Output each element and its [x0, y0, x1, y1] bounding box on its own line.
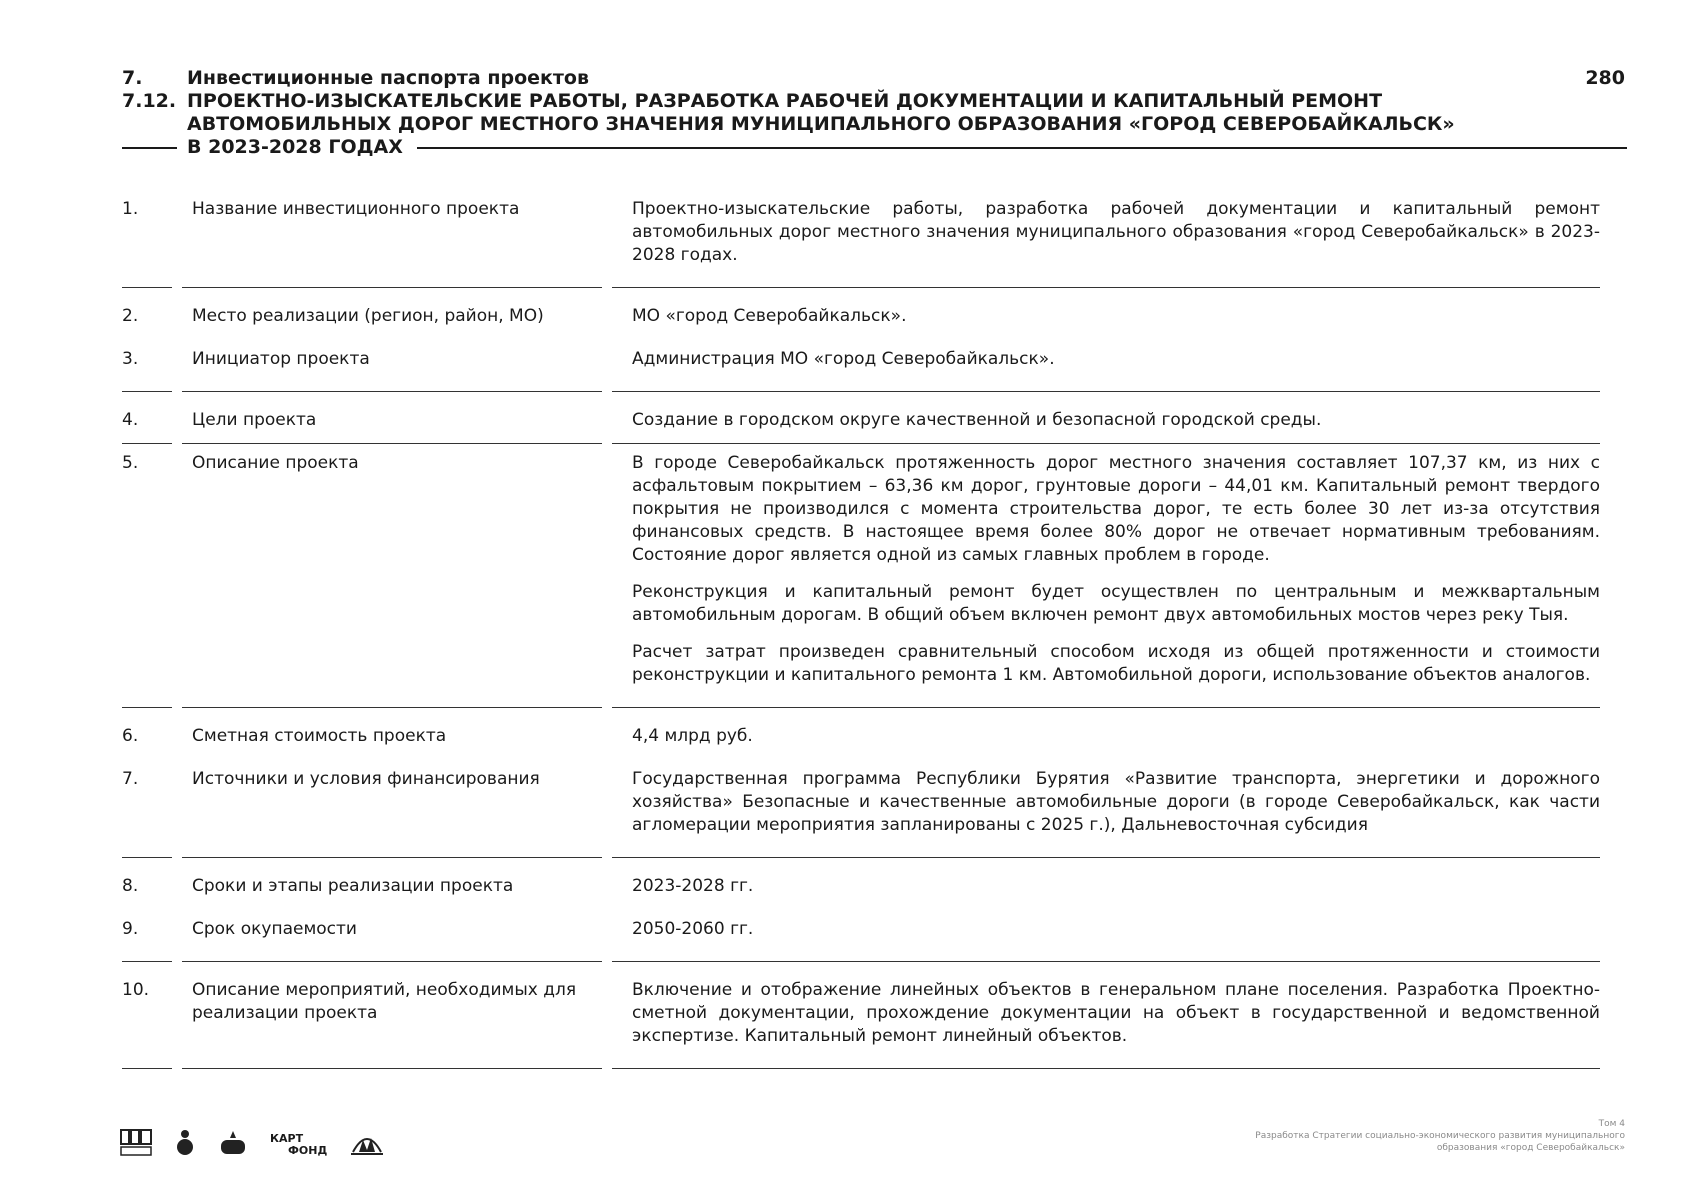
row-label: Сметная стоимость проекта	[192, 726, 447, 746]
row-value	[612, 979, 1600, 1048]
subsection-title-3: В 2023-2028 ГОДАХ	[187, 136, 403, 158]
dom-rf-logo	[120, 1129, 152, 1160]
row-value-paragraph: Создание в городском округе качественной и безопасной городской среды.	[632, 410, 1322, 430]
footer-title-2: образования «город Северобайкальск»	[1436, 1143, 1625, 1153]
row-value-paragraph: Включение и отображение линейных объектов в генеральном плане поселения. Разработка Проектно-сметной документации, прохождение документации на объект в государственной и ведомственной экспертизе. Капитальный ремонт линейный объектов.	[632, 980, 1600, 1046]
row-number: 4.	[122, 410, 139, 430]
row-value	[612, 452, 1600, 687]
subsection-heading-line-1	[122, 90, 1627, 113]
table-row	[122, 768, 1600, 837]
footer-title-1: Разработка Стратегии социально-экономического развития муниципального	[1255, 1131, 1625, 1141]
footer-volume: Том 4	[1598, 1119, 1625, 1129]
row-number: 7.	[122, 769, 139, 789]
city-emblem-logo	[349, 1128, 385, 1161]
section-heading	[122, 67, 1627, 90]
row-number: 6.	[122, 726, 139, 746]
row-value-paragraph: Проектно-изыскательские работы, разработка рабочей документации и капитальный ремонт автомобильных дорог местного значения муниципального образования «город Северобайкальск» в 2023-2028 годах.	[632, 199, 1600, 265]
row-value-paragraph: 2050-2060 гг.	[632, 919, 754, 939]
heading-rule	[417, 147, 1627, 149]
section-number: 7.	[122, 67, 143, 89]
row-label: Сроки и этапы реализации проекта	[192, 876, 514, 896]
partner-logos	[120, 1128, 385, 1161]
row-value-paragraph: В городе Северобайкальск протяженность дорог местного значения составляет 107,37 км, из них с асфальтовым покрытием – 63,36 км дорог, грунтовые дороги – 44,01 км. Капитальный ремонт твердого покрытия не производился с момента строительства дорог, те есть более 30 лет из-за отсутствия финансовых средств. В настоящее время более 80% дорог не отвечает нормативным требованиям. Состояние дорог является одной из самых главных проблем в городе.	[632, 453, 1600, 565]
row-value-paragraph: 2023-2028 гг.	[632, 876, 754, 896]
table-row	[122, 918, 1600, 941]
section-title: Инвестиционные паспорта проектов	[187, 67, 590, 89]
row-number: 9.	[122, 919, 139, 939]
row-number: 10.	[122, 980, 150, 1000]
page-header	[122, 67, 1627, 159]
heading-dash	[122, 147, 177, 149]
row-number: 8.	[122, 876, 139, 896]
row-label: Место реализации (регион, район, МО)	[192, 306, 544, 326]
table-row	[122, 198, 1600, 267]
row-value-paragraph: Расчет затрат произведен сравнительный способом исходя из общей протяженности и стоимости реконструкции и капитального ремонта 1 км. Автомобильной дороги, использование объектов аналогов.	[632, 642, 1600, 685]
subsection-title-2: АВТОМОБИЛЬНЫХ ДОРОГ МЕСТНОГО ЗНАЧЕНИЯ МУНИЦИПАЛЬНОГО ОБРАЗОВАНИЯ «ГОРОД СЕВЕРОБАЙКАЛЬСК»	[187, 113, 1455, 135]
row-value	[612, 198, 1600, 267]
row-value-paragraph: Реконструкция и капитальный ремонт будет осуществлен по центральным и межквартальным автомобильным дорогам. В общий объем включен ремонт двух автомобильных мостов через реку Тыя.	[632, 582, 1600, 625]
passport-table	[122, 198, 1600, 1086]
page-number: 280	[1585, 67, 1625, 89]
row-label: Описание проекта	[192, 453, 359, 473]
row-number: 3.	[122, 349, 139, 369]
row-label: Инициатор проекта	[192, 349, 370, 369]
row-number: 2.	[122, 306, 139, 326]
subsection-number: 7.12.	[122, 90, 177, 112]
document-footer	[1255, 1118, 1625, 1154]
emblem-logo-3	[218, 1128, 248, 1161]
row-value	[612, 875, 1600, 898]
table-row	[122, 305, 1600, 328]
row-value-paragraph: МО «город Северобайкальск».	[632, 306, 907, 326]
row-number: 1.	[122, 199, 139, 219]
row-value-paragraph: Государственная программа Республики Бурятия «Развитие транспорта, энергетики и дорожного хозяйства» Безопасные и качественные автомобильные дороги (в городе Северобайкальск, как части агломерации мероприятия запланированы с 2025 г.), Дальневосточная субсидия	[632, 769, 1600, 835]
row-value	[612, 409, 1600, 432]
row-value	[612, 918, 1600, 941]
row-value	[612, 348, 1600, 371]
row-label: Название инвестиционного проекта	[192, 199, 520, 219]
row-label: Цели проекта	[192, 410, 317, 430]
row-number: 5.	[122, 453, 139, 473]
subsection-title-1: ПРОЕКТНО-ИЗЫСКАТЕЛЬСКИЕ РАБОТЫ, РАЗРАБОТКА РАБОЧЕЙ ДОКУМЕНТАЦИИ И КАПИТАЛЬНЫЙ РЕМОНТ	[187, 90, 1383, 112]
table-row	[122, 875, 1600, 898]
row-value-paragraph: 4,4 млрд руб.	[632, 726, 753, 746]
subsection-heading-line-2	[122, 113, 1627, 136]
row-label: Источники и условия финансирования	[192, 769, 540, 789]
table-row	[122, 725, 1600, 748]
row-label: Срок окупаемости	[192, 919, 357, 939]
subsection-heading-line-3	[122, 136, 1627, 159]
kart-fond-logo: КАРТ ФОНД	[270, 1131, 328, 1157]
table-row	[122, 348, 1600, 371]
row-value	[612, 305, 1600, 328]
row-value	[612, 768, 1600, 837]
row-value-paragraph: Администрация МО «город Северобайкальск».	[632, 349, 1055, 369]
emblem-logo-2	[174, 1128, 196, 1161]
table-row	[122, 409, 1600, 432]
row-value	[612, 725, 1600, 748]
row-label: Описание мероприятий, необходимых для реализации проекта	[192, 980, 577, 1023]
table-row	[122, 452, 1600, 687]
table-row	[122, 979, 1600, 1048]
